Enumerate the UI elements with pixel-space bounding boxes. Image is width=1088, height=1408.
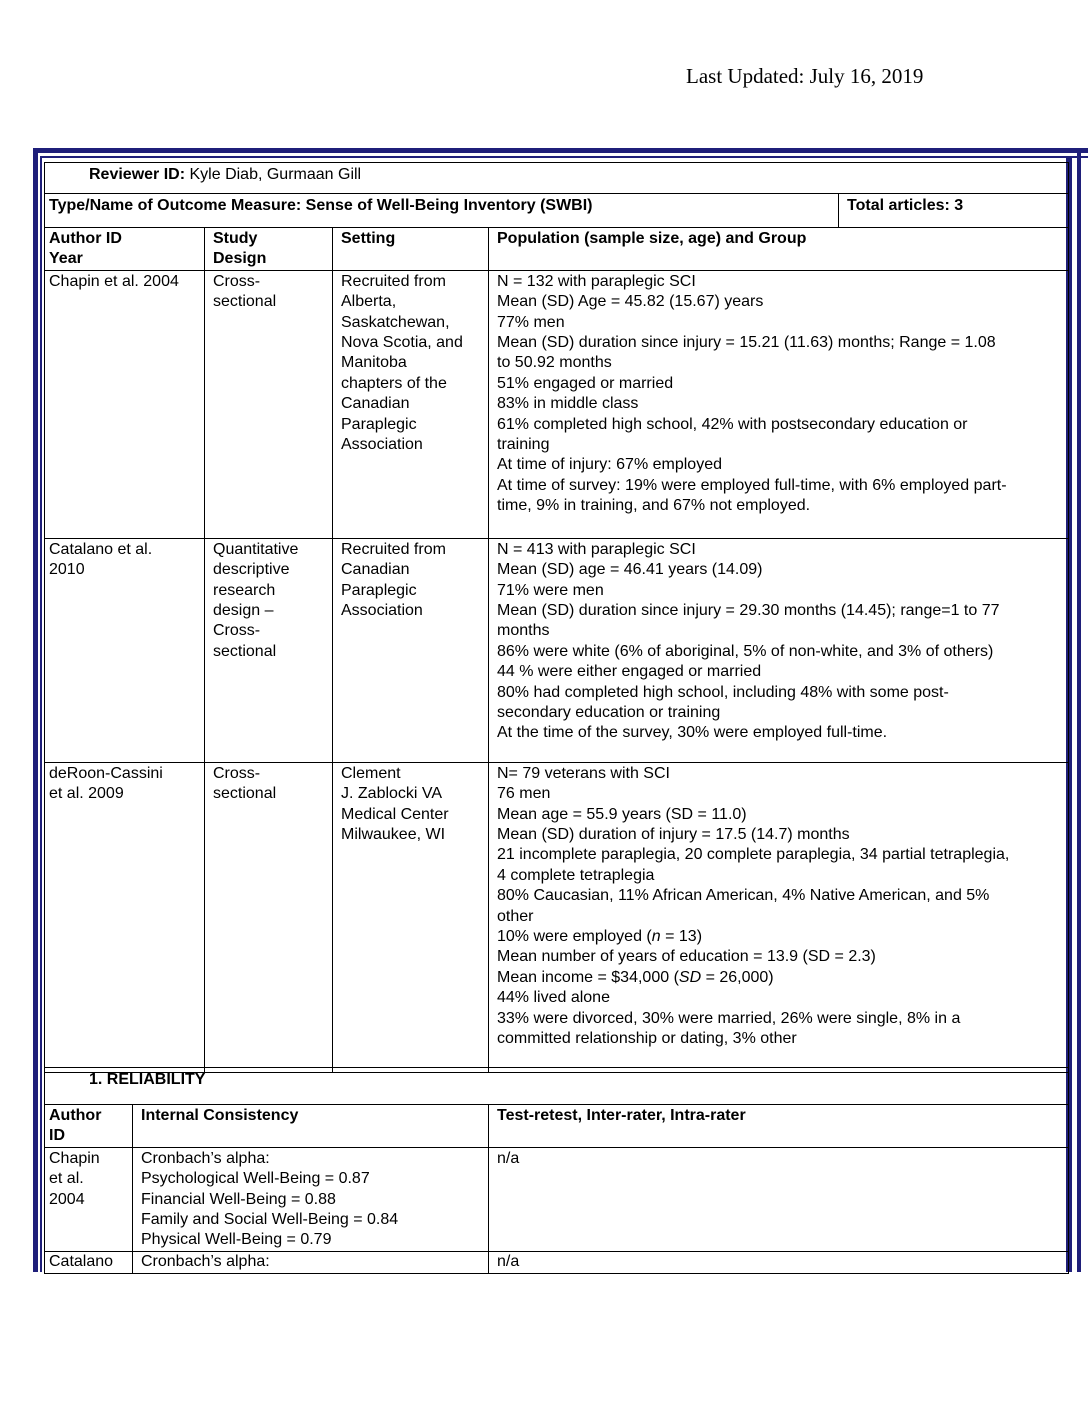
reviewer-names: Kyle Diab, Gurmaan Gill	[185, 166, 362, 183]
design-cell: Cross- sectional	[205, 270, 333, 538]
reliability-header-row	[45, 1105, 1069, 1148]
population-cell: N = 413 with paraplegic SCI Mean (SD) age = 46.41 years (14.09) 71% were men Mean (SD) duration since injury = 29.30 months (14.45); range=1 to 77 months 86% were white (6% of aboriginal, 5% of non-white, and 3% of others) 44 % were either engaged or married 80% had completed high school, including 48% with some post- secondary education or training At the time of the survey, 30% were employed full-time.	[489, 538, 1069, 762]
studies-table	[44, 162, 1069, 1073]
header-internal-consistency: Internal Consistency	[133, 1105, 489, 1148]
reliability-section-title: 1. RELIABILITY	[45, 1068, 1069, 1105]
reviewer-row	[45, 163, 1069, 194]
last-updated-date: Last Updated: July 16, 2019	[686, 64, 924, 88]
population-cell: N = 132 with paraplegic SCI Mean (SD) Age = 45.82 (15.67) years 77% men Mean (SD) duration since injury = 15.21 (11.63) months; Range = 1.08 to 50.92 months 51% engaged or married 83% in middle class 61% completed high school, 42% with postsecondary education or training At time of injury: 67% employed At time of survey: 19% were employed full-time, with 6% employed part- time, 9% in training, and 67% not employed.	[489, 270, 1069, 538]
test-retest-cell: n/a	[489, 1147, 1069, 1251]
setting-cell: Recruited from Canadian Paraplegic Association	[333, 538, 489, 762]
author-cell: deRoon-Cassini et al. 2009	[45, 762, 205, 1072]
header-author-id: Author ID	[45, 1105, 133, 1148]
author-cell: Chapin et al. 2004	[45, 1147, 133, 1251]
table-row	[45, 762, 1069, 1072]
measure-row	[45, 194, 1069, 228]
population-income: Mean income = $34,000 (SD = 26,000)	[497, 968, 774, 986]
table-row	[45, 270, 1069, 538]
population-lines-a: N= 79 veterans with SCI 76 men Mean age = 55.9 years (SD = 11.0) Mean (SD) duration of injury = 17.5 (14.7) months 21 incomplete paraplegia, 20 complete paraplegia, 34 partial tetraplegia, 4 complete tetraplegia 80% Caucasian, 11% African American, 4% Native American, and 5% other	[497, 764, 1010, 925]
measure-name: Type/Name of Outcome Measure: Sense of Well-Being Inventory (SWBI)	[45, 194, 839, 228]
table-header-row	[45, 228, 1069, 271]
header-population: Population (sample size, age) and Group	[489, 228, 1069, 271]
reliability-section-row	[45, 1068, 1069, 1105]
total-articles: Total articles: 3	[839, 194, 1069, 228]
population-employment: 10% were employed (n = 13)	[497, 928, 703, 946]
reviewer-label: Reviewer ID:	[89, 166, 186, 183]
header-setting: Setting	[333, 228, 489, 271]
reliability-table	[44, 1067, 1069, 1274]
table-row	[45, 538, 1069, 762]
test-retest-cell: n/a	[489, 1251, 1069, 1273]
table-row	[45, 1251, 1069, 1273]
population-lines-e: 44% lived alone 33% were divorced, 30% were married, 26% were single, 8% in a committed relationship or dating, 3% other	[497, 989, 961, 1048]
header-study-design: Study Design	[205, 228, 333, 271]
population-education: Mean number of years of education = 13.9 (SD = 2.3)	[497, 948, 876, 966]
design-cell: Cross- sectional	[205, 762, 333, 1072]
internal-consistency-cell: Cronbach’s alpha: Psychological Well-Being = 0.87 Financial Well-Being = 0.88 Family and Social Well-Being = 0.84 Physical Well-Being = 0.79	[133, 1147, 489, 1251]
author-cell: Chapin et al. 2004	[45, 270, 205, 538]
design-cell: Quantitative descriptive research design – Cross- sectional	[205, 538, 333, 762]
reviewer-cell	[45, 163, 1069, 194]
setting-cell: Recruited from Alberta, Saskatchewan, Nova Scotia, and Manitoba chapters of the Canadian Paraplegic Association	[333, 270, 489, 538]
author-cell: Catalano et al. 2010	[45, 538, 205, 762]
author-cell: Catalano	[45, 1251, 133, 1273]
header-test-retest: Test-retest, Inter-rater, Intra-rater	[489, 1105, 1069, 1148]
table-row	[45, 1147, 1069, 1251]
header-author-id: Author ID Year	[45, 228, 205, 271]
page-border-right-outer	[1077, 148, 1081, 1272]
setting-cell: Clement J. Zablocki VA Medical Center Milwaukee, WI	[333, 762, 489, 1072]
population-cell	[489, 762, 1069, 1072]
internal-consistency-cell: Cronbach’s alpha:	[133, 1251, 489, 1273]
